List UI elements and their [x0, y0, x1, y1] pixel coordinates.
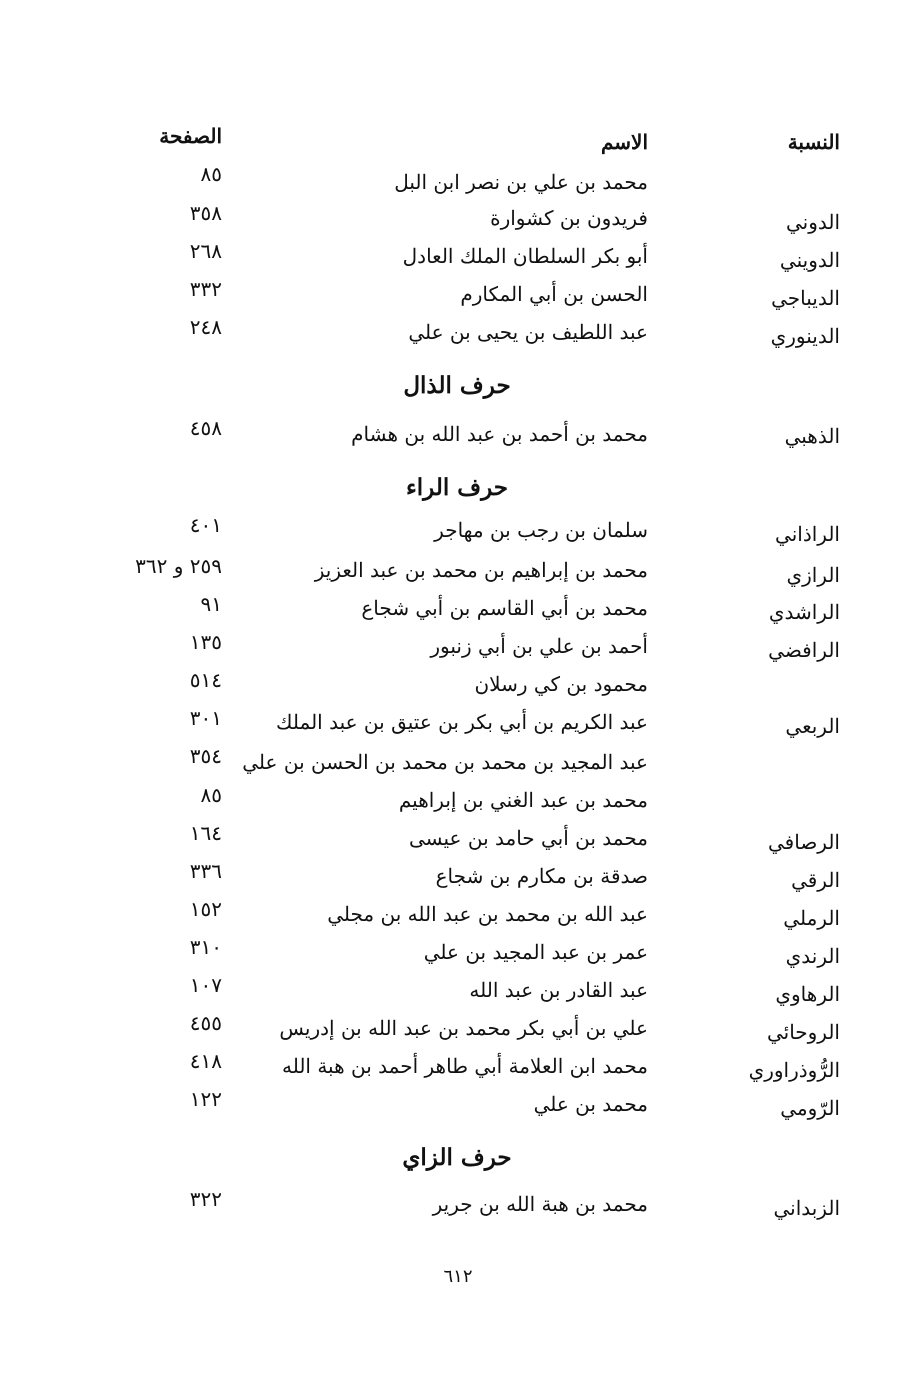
header-name: الاسم	[600, 130, 648, 154]
entry-nisba: الدويني	[779, 248, 840, 272]
entry-page: ٣١٠	[189, 935, 222, 959]
entry-name: عبد القادر بن عبد الله	[469, 978, 648, 1002]
entry-page: ٨٥	[200, 783, 222, 807]
section-heading-dhal: حرف الذال	[403, 372, 511, 399]
entry-page: ٤٠١	[189, 513, 222, 537]
entry-name: عبد المجيد بن محمد بن محمد بن الحسن بن علي	[242, 750, 648, 774]
entry-page: ١٠٧	[189, 973, 222, 997]
entry-name: محمد بن أبي القاسم بن أبي شجاع	[361, 596, 648, 620]
entry-name: عبد اللطيف بن يحيى بن علي	[408, 320, 648, 344]
page-number: ٦١٢	[443, 1266, 473, 1287]
entry-name: الحسن بن أبي المكارم	[460, 282, 648, 306]
entry-page: ١٦٤	[189, 821, 222, 845]
entry-name: عمر بن عبد المجيد بن علي	[423, 940, 648, 964]
entry-page: ٩١	[200, 592, 222, 616]
entry-nisba: الراشدي	[768, 600, 840, 624]
entry-nisba: الزبداني	[773, 1196, 840, 1220]
entry-name: محمد بن إبراهيم بن محمد بن عبد العزيز	[314, 558, 648, 582]
entry-name: أحمد بن علي بن أبي زنبور	[430, 634, 648, 658]
entry-nisba: الرصافي	[768, 830, 840, 854]
entry-name: فريدون بن كشوارة	[490, 206, 648, 230]
entry-nisba: الرهاوي	[775, 982, 840, 1006]
entry-name: سلمان بن رجب بن مهاجر	[434, 518, 648, 542]
entry-page: ٣٢٢	[189, 1187, 222, 1211]
entry-name: محمد بن علي بن نصر ابن البل	[394, 170, 648, 194]
entry-page: ١٢٢	[189, 1087, 222, 1111]
entry-nisba: الدينوري	[770, 324, 840, 348]
section-heading-zay: حرف الزاي	[402, 1144, 512, 1171]
entry-name: محمود بن كي رسلان	[474, 672, 648, 696]
header-page: الصفحة	[159, 124, 222, 148]
entry-nisba: الرافضي	[768, 638, 840, 662]
section-heading-ra: حرف الراء	[405, 474, 509, 501]
entry-nisba: الرقي	[791, 868, 840, 892]
entry-page: ٣٣٢	[189, 277, 222, 301]
entry-name: علي بن أبي بكر محمد بن عبد الله بن إدريس	[279, 1016, 648, 1040]
entry-page: ١٥٢	[189, 897, 222, 921]
entry-nisba: الديباجي	[771, 286, 840, 310]
entry-name: صدقة بن مكارم بن شجاع	[435, 864, 648, 888]
entry-page: ١٣٥	[189, 630, 222, 654]
entry-page: ٥١٤	[189, 668, 222, 692]
entry-name: محمد بن أبي حامد بن عيسى	[409, 826, 648, 850]
header-nisba: النسبة	[787, 130, 840, 154]
entry-nisba: الراذاني	[775, 522, 840, 546]
entry-nisba: الدوني	[785, 210, 840, 234]
entry-page: ٣٥٨	[189, 201, 222, 225]
entry-name: عبد الكريم بن أبي بكر بن عتيق بن عبد الملك	[276, 710, 648, 734]
entry-page: ٤١٨	[189, 1049, 222, 1073]
entry-page: ٢٤٨	[189, 315, 222, 339]
entry-name: محمد ابن العلامة أبي طاهر أحمد بن هبة الله	[281, 1054, 648, 1078]
entry-name: محمد بن هبة الله بن جرير	[432, 1192, 648, 1216]
entry-nisba: الرملي	[783, 906, 840, 930]
entry-page: ٣٠١	[189, 706, 222, 730]
entry-page: ٢٦٨	[189, 239, 222, 263]
entry-name: عبد الله بن محمد بن عبد الله بن مجلي	[327, 902, 648, 926]
entry-page: ٣٥٤	[189, 744, 222, 768]
entry-nisba: الرندي	[785, 944, 840, 968]
entry-page: ٤٥٥	[189, 1011, 222, 1035]
entry-nisba: الربعي	[785, 714, 840, 738]
entry-nisba: الرُّوذراوري	[748, 1058, 840, 1082]
entry-nisba: الرازي	[786, 563, 840, 587]
entry-page: ٣٣٦	[189, 859, 222, 883]
entry-page: ٤٥٨	[189, 416, 222, 440]
entry-nisba: الرّومي	[780, 1096, 840, 1120]
entry-page: ٨٥	[200, 162, 222, 186]
entry-name: محمد بن عبد الغني بن إبراهيم	[398, 788, 648, 812]
entry-nisba: الروحائي	[766, 1020, 840, 1044]
entry-nisba: الذهبي	[784, 424, 840, 448]
entry-name: أبو بكر السلطان الملك العادل	[402, 244, 648, 268]
entry-name: محمد بن علي	[533, 1092, 648, 1116]
entry-name: محمد بن أحمد بن عبد الله بن هشام	[351, 422, 648, 446]
entry-page: ٢٥٩ و ٣٦٢	[135, 554, 222, 578]
